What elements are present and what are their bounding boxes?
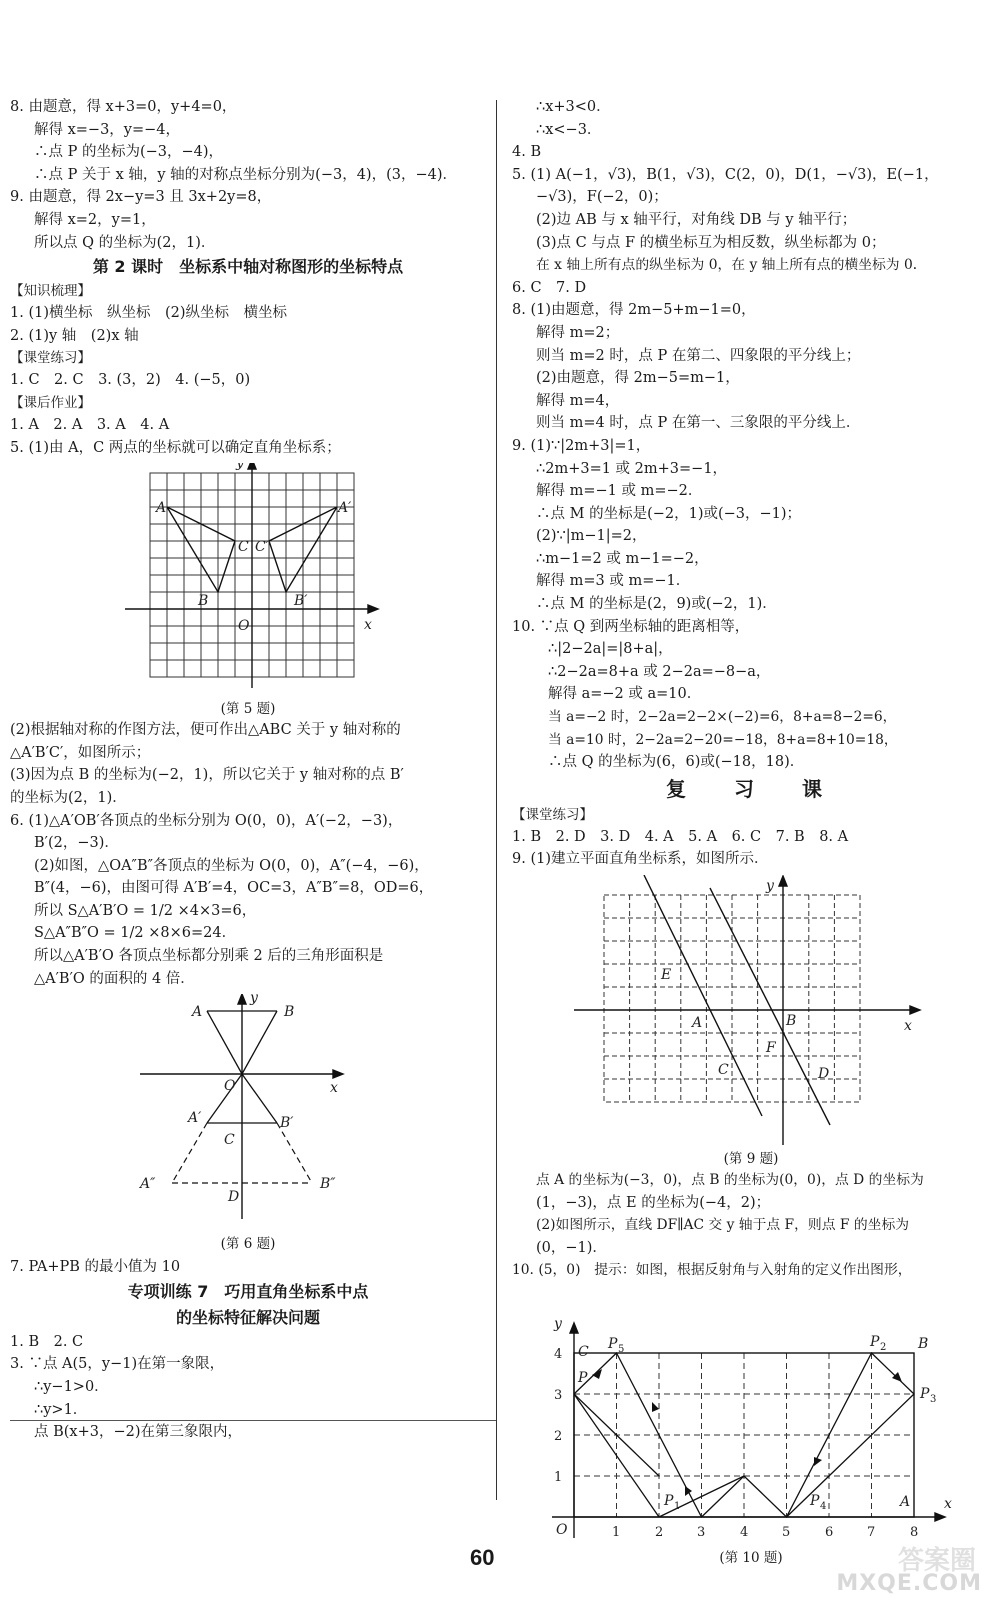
text-line: (3)点 C 与点 F 的横坐标互为相反数，纵坐标都为 0； [536,234,886,251]
x-tick-label: 2 [655,1524,664,1540]
x-tick-label: 8 [910,1524,919,1540]
point-label-p1: P [664,1492,674,1509]
point-label-p5-subscript: 5 [618,1343,625,1355]
point-label-p5: P [608,1335,618,1352]
y-axis-label: y [554,1315,562,1332]
x-tick-label: 6 [825,1524,834,1540]
watermark [806,1540,986,1596]
text-line: (2)如图所示，直线 DF∥AC 交 y 轴于点 F，则点 F 的坐标为 [536,1217,910,1234]
point-label-a-double-prime: A″ [140,1176,156,1193]
point-label-c-prime: C′ [255,539,269,556]
text-line: 解得 a=−2 或 a=10． [548,686,702,703]
text-line: 1. A 2. A 3. A 4. A [10,416,170,433]
text-line: ∴点 P 的坐标为(−3，−4)， [34,144,224,161]
section-title: 第 2 课时 坐标系中轴对称图形的坐标特点 [92,257,404,277]
text-line: (2)∵|m−1|=2， [536,528,647,545]
page-number: 60 [470,1545,495,1570]
text-line: 所以△A′B′O 各顶点坐标都分别乘 2 后的三角形面积是 [34,948,384,965]
text-line: 2. (1)y 轴 (2)x 轴 [10,327,139,344]
x-axis-label: x [944,1495,952,1512]
point-label-a: A [692,1015,703,1031]
figure-caption: (第 9 题) [723,1151,779,1167]
figure-caption: (第 10 题) [719,1549,783,1566]
point-label-a-prime: A′ [338,500,352,517]
point-label-p3: P [920,1385,930,1402]
text-line: 解得 m=2； [536,324,620,341]
point-label-p2: P [870,1333,880,1350]
text-line: S△A″B″O = 1/2 ×8×6=24． [34,925,237,942]
x-axis-label: x [364,617,372,634]
point-label-a: A [900,1493,911,1510]
text-line: 9. (1)∵|2m+3|=1， [512,437,651,454]
x-tick-label: 3 [697,1524,706,1540]
text-line: ∴|2−2a|=|8+a|， [548,641,673,658]
point-label-d: D [818,1066,830,1082]
text-line: (0，−1)． [536,1239,607,1256]
text-line: 所以 S△A′B′O = 1/2 ×4×3=6， [34,902,257,919]
text-line: 的坐标为(2，1)． [10,789,127,806]
point-label-b-double-prime: B″ [320,1176,336,1193]
text-line: (2)根据轴对称的作图方法，便可作出△ABC 关于 y 轴对称的 [10,722,401,739]
text-line: 3. ∵点 A(5，y−1)在第一象限， [10,1356,225,1373]
x-tick-label: 7 [867,1524,876,1540]
figure-9-graph [512,875,990,1145]
point-label-b: B [786,1013,797,1029]
point-label-c: C [238,539,249,556]
text-line: 7. PA+PB 的最小值为 10 [10,1259,181,1276]
text-line: 5. (1)由 A，C 两点的坐标就可以确定直角坐标系； [10,439,341,456]
point-label-a-prime: A′ [188,1110,202,1127]
point-label-b-prime: B′ [280,1115,294,1132]
text-line: (1，−3)，点 E 的坐标为(−4，2)； [536,1194,771,1211]
point-label-p1-subscript: 1 [674,1500,681,1512]
figure-10-graph [512,1286,990,1544]
text-line: ∴y>1． [34,1401,88,1418]
text-line: (2)边 AB 与 x 轴平行，对角线 DB 与 y 轴平行； [536,211,857,228]
y-tick-label: 2 [554,1428,563,1444]
text-line: 所以点 Q 的坐标为(2，1)． [34,234,216,251]
text-line: ∴x+3<0． [536,99,611,115]
point-label-c: C [718,1062,729,1078]
point-label-c: C [224,1132,235,1149]
text-line: 1. (1)横坐标 纵坐标 (2)纵坐标 横坐标 [10,305,288,322]
text-line: 9. 由题意，得 2x−y=3 且 3x+2y=8， [10,189,272,206]
point-label-p: P [578,1369,588,1386]
text-line: B′(2，−3)． [34,835,119,852]
y-axis-label: y [766,878,774,894]
point-label-a: A [192,1004,203,1021]
point-label-b: B [918,1335,929,1352]
text-line: 9. (1)建立平面直角坐标系，如图所示． [512,851,769,868]
text-line: 当 a=10 时，2−2a=2−20=−18，8+a=8+10=18， [548,731,898,748]
y-axis-label: y [250,994,258,1007]
x-tick-label: 5 [782,1524,791,1540]
section-label: 【课堂练习】 [10,350,91,367]
watermark-url: MXQE.COM [836,1571,982,1596]
text-line: ∴2−2a=8+a 或 2−2a=−8−a， [548,663,771,680]
text-line: 解得 x=2，y=1， [34,211,156,228]
x-tick-label: 1 [612,1524,621,1540]
watermark-logo-text: 答案圈 [897,1546,976,1576]
text-line: 解得 m=4， [536,392,620,409]
text-line: 5. (1) A(−1，√3)，B(1，√3)，C(2，0)，D(1，−√3)，E(−1， [512,166,939,183]
text-line: 8. 由题意，得 x+3=0，y+4=0， [10,99,237,115]
review-title: 复 习 课 [666,776,836,801]
x-axis-label: x [904,1018,912,1034]
right-column [512,96,990,1570]
point-label-p2-subscript: 2 [880,1341,887,1353]
figure-5 [10,463,486,718]
origin-label: O [224,1078,236,1095]
section-label: 【课堂练习】 [512,806,593,823]
special-training-title: 的坐标特征解决问题 [175,1307,320,1327]
figure-6-graph [10,994,486,1230]
special-training-title: 专项训练 7 巧用直角坐标系中点 [127,1281,369,1301]
text-line: (2)如图，△OA″B″各顶点的坐标为 O(0，0)，A″(−4，−6)， [34,857,429,874]
text-line: ∴m−1=2 或 m−1=−2， [536,550,709,567]
point-label-b: B [284,1004,295,1021]
figure-10 [512,1286,990,1566]
text-line: 6. C 7. D [512,279,587,296]
point-label-c: C [578,1343,589,1360]
section-label: 【课后作业】 [10,394,91,411]
point-label-b: B [198,593,209,610]
point-label-p4-subscript: 4 [820,1500,827,1512]
text-line: (2)由题意，得 2m−5=m−1， [536,370,740,387]
text-line: 4. B [512,144,542,161]
y-tick-label: 1 [554,1469,563,1485]
y-tick-label: 3 [554,1387,563,1403]
text-line: 10. ∵点 Q 到两坐标轴的距离相等， [512,618,750,635]
figure-caption: (第 6 题) [220,1236,276,1253]
point-label-p3-subscript: 3 [930,1393,937,1405]
text-line: 点 A 的坐标为(−3，0)，点 B 的坐标为(0，0)，点 D 的坐标为 [536,1172,924,1188]
text-line: 当 a=−2 时，2−2a=2−2×(−2)=6，8+a=8−2=6， [548,709,897,726]
text-line: ∴点 Q 的坐标为(6，6)或(−18，18)． [548,754,805,771]
text-line: ∴x<−3． [536,121,602,138]
text-line: ∴点 M 的坐标是(2，9)或(−2，1)． [536,596,777,613]
text-line: (3)因为点 B 的坐标为(−2，1)，所以它关于 y 轴对称的点 B′ [10,767,404,784]
text-line: 解得 x=−3，y=−4， [34,121,181,138]
text-line: B″(4，−6)，由图可得 A′B′=4，OC=3，A″B″=8，OD=6， [34,880,434,897]
text-line: −√3)，F(−2，0)； [536,189,668,206]
text-line: 则当 m=4 时，点 P 在第一、三象限的平分线上． [536,415,861,432]
text-line: ∴y−1>0． [34,1379,109,1396]
x-axis-label: x [330,1080,338,1097]
text-line: 点 B(x+3，−2)在第三象限内， [34,1424,243,1441]
text-line: 解得 m=−1 或 m=−2． [536,483,703,500]
text-line: ∴2m+3=1 或 2m+3=−1， [536,460,728,477]
text-line: △A′B′O 的面积的 4 倍． [34,970,195,987]
section-label: 【知识梳理】 [10,283,91,300]
column-divider [496,100,497,1500]
text-line: 则当 m=2 时，点 P 在第二、四象限的平分线上； [536,347,861,364]
point-label-d: D [228,1189,240,1206]
text-line: 10. (5，0) 提示：如图，根据反射角与入射角的定义作出图形， [512,1262,912,1279]
x-tick-label: 4 [740,1524,749,1540]
point-label-a: A [156,500,167,517]
text-line: 1. C 2. C 3. (3，2) 4. (−5，0) [10,372,251,389]
y-axis-label: y [236,463,244,472]
origin-label: O [238,618,250,635]
text-line: 1. B 2. D 3. D 4. A 5. A 6. C 7. B 8. A [512,828,849,845]
figure-caption: (第 5 题) [220,701,276,718]
figure-5-graph [10,463,486,695]
point-label-p4: P [810,1492,820,1509]
point-label-b-prime: B′ [294,593,308,610]
text-line: 8. (1)由题意，得 2m−5+m−1=0， [512,302,756,319]
text-line: 在 x 轴上所有点的纵坐标为 0，在 y 轴上所有点的横坐标为 0． [536,257,927,274]
text-line: 解得 m=3 或 m=−1． [536,573,691,590]
point-label-f: F [766,1040,776,1056]
y-tick-label: 4 [554,1346,563,1362]
point-label-e: E [661,967,672,983]
left-column [10,96,486,1444]
figure-9 [512,875,990,1165]
text-line: △A′B′C′，如图所示； [10,744,151,761]
text-line: 1. B 2. C [10,1333,84,1350]
figure-6 [10,994,486,1252]
origin-label: O [556,1521,568,1538]
text-line: ∴点 P 关于 x 轴，y 轴的对称点坐标分别为(−3，4)，(3，−4)． [34,166,457,183]
text-line: 6. (1)△A′OB′各顶点的坐标分别为 O(0，0)，A′(−2，−3)， [10,812,403,829]
text-line: ∴点 M 的坐标是(−2，1)或(−3，−1)； [536,505,802,522]
